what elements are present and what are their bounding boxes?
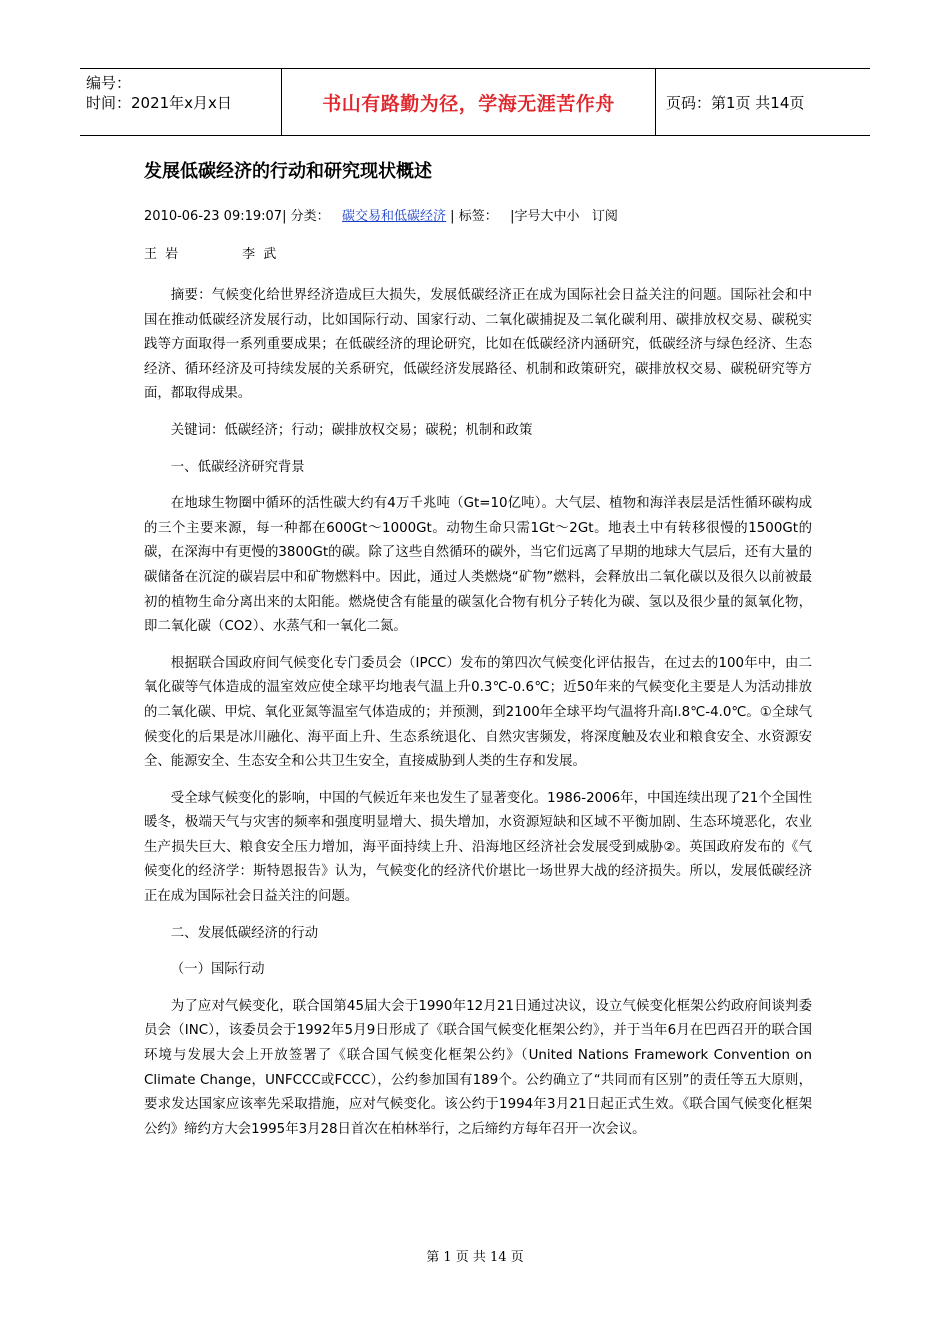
subscribe-link[interactable]: 订阅 (591, 209, 618, 224)
article-title: 发展低碳经济的行动和研究现状概述 (144, 161, 432, 182)
category-link[interactable]: 碳交易和低碳经济 (342, 209, 447, 224)
time-label: 时间：2021年x月x日 (86, 94, 232, 112)
section-heading: 一、低碳经济研究背景 (170, 459, 305, 475)
article-body (144, 284, 812, 1154)
header-info-cell (80, 69, 282, 135)
meta-date: 2010-06-23 09:19:07| (144, 209, 287, 224)
header-table (80, 68, 870, 136)
subsection-heading: （一）国际行动 (170, 962, 265, 978)
article-meta (144, 208, 812, 226)
abstract-paragraph: 摘要：气候变化给世界经济造成巨大损失，发展低碳经济正在成为国际社会日益关注的问题。国际社会和中国在推动低碳经济发展行动，比如国际行动、国家行动、二氧化碳捕捉及二氧化碳利用、碳排放权交易、碳税实践等方面取得一系列重要成果；在低碳经济的理论研究，比如在低碳经济内涵研究，低碳经济与绿色经济、生态经济、循环经济及可持续发展的关系研究，低碳经济发展路径、机制和政策研究，碳排放权交易、碳税研究等方面，都取得成果。 (144, 288, 812, 402)
author-1: 王 岩 (144, 247, 179, 262)
body-paragraph: 为了应对气候变化，联合国第45届大会于1990年12月21日通过决议，设立气候变化框架公约政府间谈判委员会（INC），该委员会于1992年5月9日形成了《联合国气候变化框架公约》，并于当年6月在巴西召开的联合国环境与发展大会上开放签署了《联合国气候变化框架公约》（United Nations Framework Convention on Climate Change，UNFCCC或FCCC），公约参加国有189个。公约确立了“共同而有区别”的责任等五大原则，要求发达国家应该率先采取措施，应对气候变化。该公约于1994年3月21日起正式生效。《联合国气候变化框架公约》缔约方大会1995年3月28日首次在柏林举行，之后缔约方每年召开一次会议。 (144, 998, 812, 1137)
number-label: 编号： (86, 74, 132, 92)
meta-category-label: 分类： (290, 209, 330, 224)
header-page-cell (656, 69, 870, 135)
section-heading: 二、发展低碳经济的行动 (170, 925, 319, 941)
authors-line (144, 246, 812, 264)
body-paragraph: 受全球气候变化的影响，中国的气候近年来也发生了显著变化。1986-2006年，中国连续出现了21个全国性暖冬，极端天气与灾害的频率和强度明显增大、损失增加，水资源短缺和区域不平衡加剧、生态环境恶化，农业生产损失巨大、粮食安全压力增加，海平面持续上升、沿海地区经济社会发展受到威胁②。英国政府发布的《气候变化的经济学：斯特恩报告》认为，气候变化的经济代价堪比一场世界大战的经济损失。所以，发展低碳经济正在成为国际社会日益关注的问题。 (144, 790, 812, 905)
meta-tags-label: 标签： (458, 209, 498, 224)
page-footer: 第 1 页 共 14 页 (426, 1250, 524, 1265)
font-size-options[interactable]: |字号大中小 (510, 209, 580, 224)
meta-separator: | (450, 209, 455, 224)
body-paragraph: 根据联合国政府间气候变化专门委员会（IPCC）发布的第四次气候变化评估报告，在过去的100年中，由二氧化碳等气体造成的温室效应使全球平均地表气温上升0.3℃-0.6℃；近50年来的气候变化主要是人为活动排放的二氧化碳、甲烷、氧化亚氮等温室气体造成的；并预测，到2100年全球平均气温将升高l.8℃-4.0℃。①全球气候变化的后果是冰川融化、海平面上升、生态系统退化、自然灾害频发，将深度触及农业和粮食安全、水资源安全、能源安全、生态安全和公共卫生安全，直接威胁到人类的生存和发展。 (144, 655, 812, 770)
header-motto-cell (282, 69, 656, 135)
body-paragraph: 在地球生物圈中循环的活性碳大约有4万千兆吨（Gt=10亿吨）。大气层、植物和海洋表层是活性循环碳构成的三个主要来源，每一种都在600Gt～1000Gt。动物生命只需1Gt～2Gt。地表土中有转移很慢的1500Gt的碳，在深海中有更慢的3800Gt的碳。除了这些自然循环的碳外，当它们远离了早期的地球大气层后，还有大量的碳储备在沉淀的碳岩层中和矿物燃料中。因此，通过人类燃烧“矿物”燃料，会释放出二氧化碳以及很久以前被最初的植物生命分离出来的太阳能。燃烧使含有能量的碳氢化合物有机分子转化为碳、氢以及很少量的氮氧化物，即二氧化碳（CO2）、水蒸气和一氧化二氮。 (144, 496, 812, 635)
motto-text: 书山有路勤为径，学海无涯苦作舟 (322, 92, 615, 115)
page-code: 页码：第1页 共14页 (666, 93, 805, 112)
keywords-paragraph: 关键词：低碳经济；行动；碳排放权交易；碳税；机制和政策 (170, 422, 533, 438)
author-2: 李 武 (242, 247, 277, 262)
